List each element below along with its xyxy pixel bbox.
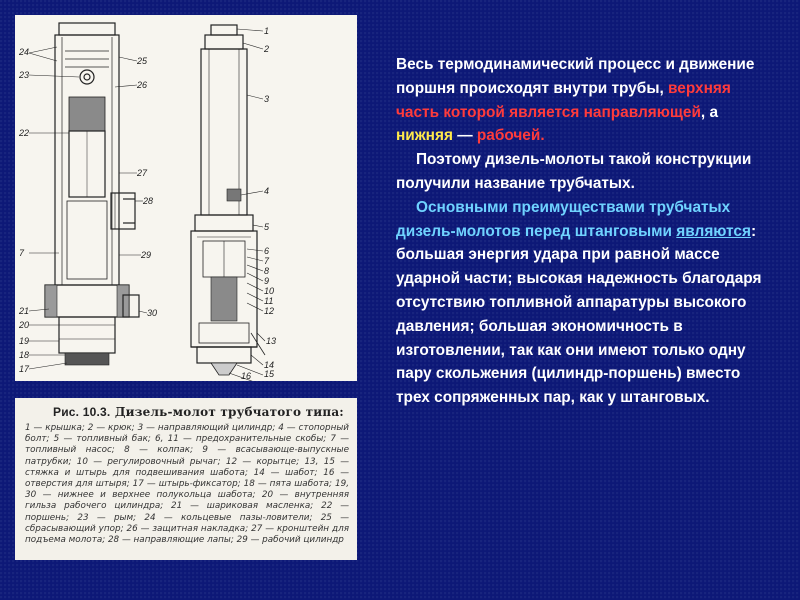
label-24: 24 [19,47,30,57]
label-15: 15 [264,369,275,379]
fuel-tank [195,215,253,231]
label-9: 9 [264,276,270,286]
paragraph-2: Поэтому дизель-молоты такой конструкции получили название трубчатых. [396,151,752,192]
p3-highlight-are: являются [676,222,751,240]
p1-text-c: — [452,127,477,145]
anvil [59,317,115,353]
p1-text-b: , а [700,103,719,121]
label-18: 18 [19,350,30,360]
paragraph-3 [396,196,776,410]
caption-title-text: Дизель-молот трубчатого типа: [114,405,344,419]
label-20: 20 [19,320,30,330]
working-cylinder-base [45,285,129,317]
p1-text-a: Весь термодинамический процесс и движение поршня происходят внутри трубы, [396,56,755,97]
label-29: 29 [141,250,152,260]
label-8: 8 [264,266,270,276]
label-4: 4 [264,186,270,196]
label-1: 1 [264,26,270,36]
p1-highlight-working: рабочей. [476,127,545,145]
label-10: 10 [264,286,275,296]
figure-caption [15,398,357,560]
label-28: 28 [143,196,154,206]
label-23: 23 [19,70,30,80]
right-anvil [197,347,251,363]
label-7-left: 7 [19,248,25,258]
label-27: 27 [137,168,148,178]
p3-highlight-advantages: Основными преимуществами трубчатых дизель-молотов перед штанговыми [396,198,731,240]
label-21: 21 [19,306,30,316]
label-11: 11 [264,296,274,306]
paragraph-1 [396,53,776,148]
right-hook [205,35,243,49]
anvil-heel [65,353,109,365]
label-22: 22 [19,128,30,138]
caption-legend: 1 — крышка; 2 — крюк; 3 — направляющий цилиндр; 4 — стопорный болт; 5 — топливный бак; 6, 11 — предохранительные скобы; 7 — топливный насос; 8 — колпак; 9 — всасывающе-выпускные патрубки; 10 — регулировочный рычаг; 12 — корытце; 13, 15 — стяжка и штырь для подвешивания шабота; 14 — шабот; 16 — отверстия для штыря; 17 — штырь-фиксатор; 18 — пята шабота; 19, 30 — нижнее и верхнее полукольца шабота; 20 — внутренняя гильза рабочего цилиндра; 21 — шариковая масленка; 22 — поршень; 23 — рым; 24 — кольцевые пазы-ловители; 25 — сбрасывающий упор; 26 — защитная накладка; 27 — кронштейн для подъема молота; 28 — направляющие лапы; 29 — рабочий цилиндр [25,423,349,546]
label-16: 16 [241,371,252,381]
label-2: 2 [264,44,270,54]
p1-highlight-upper: верхняя часть которой является направляющей [396,79,731,121]
piston-head [69,97,105,131]
label-6: 6 [264,246,270,256]
label-3: 3 [264,94,270,104]
caption-title [53,405,349,419]
label-26: 26 [137,80,148,90]
label-13: 13 [266,336,277,346]
stop-bolt [227,189,241,201]
label-25: 25 [137,56,148,66]
label-19: 19 [19,336,30,346]
label-14: 14 [264,360,275,370]
label-30: 30 [147,308,158,318]
label-7-right: 7 [264,256,270,266]
caption-fig-number: Рис. 10.3. [53,405,111,419]
lifting-eye [80,70,94,84]
right-top-cap [211,25,237,35]
diesel-hammer-drawing [15,15,357,381]
label-12: 12 [264,306,275,316]
label-17: 17 [19,364,30,374]
left-top-cap [59,23,115,35]
p3-text-rest: : большая энергия удара при равной массе ударной части; высокая надежность благодаря отсутствию топливной аппаратуры высокого давления; большая экономичность в изготовлении, так как они имеют только одну пару скольжения (цилиндр-поршень) вместо трех сопряженных пар, как у штанговых. [396,222,762,407]
p1-highlight-lower: нижняя [396,127,453,145]
slide-text [396,53,776,410]
label-5: 5 [264,222,270,232]
drawing-svg [15,15,357,381]
fuel-pump [211,277,237,321]
